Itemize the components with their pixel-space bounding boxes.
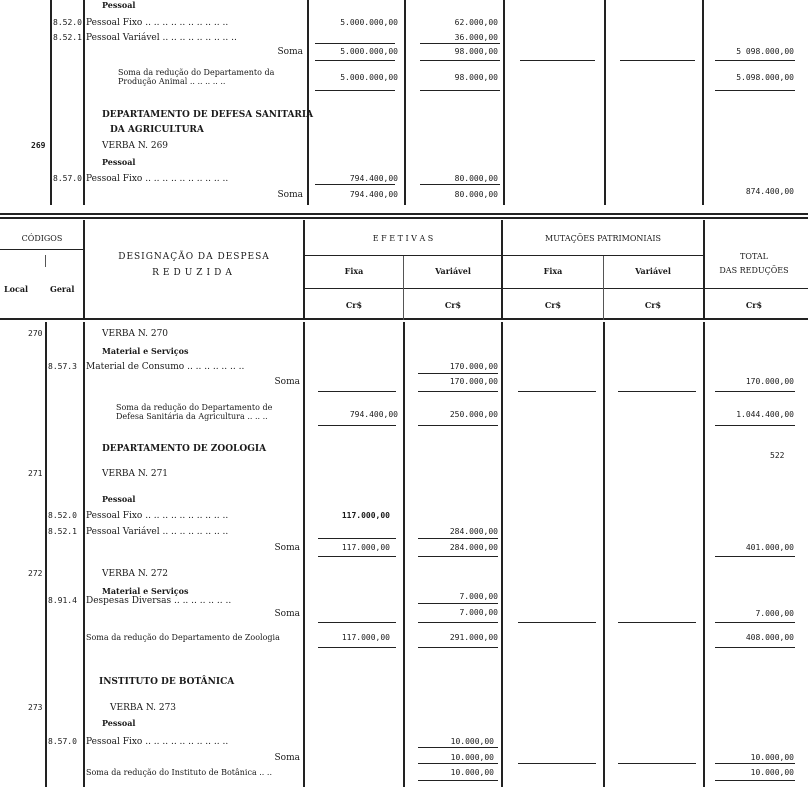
value-variavel: 7.000,00 xyxy=(459,608,498,617)
value-total: 1.044.400,00 xyxy=(736,410,794,419)
underline xyxy=(715,391,795,392)
reduction-label: Defesa Sanitária da Agricultura .. .. .. xyxy=(116,412,268,421)
underline xyxy=(618,622,696,623)
header-designacao: REDUZIDA xyxy=(152,268,236,278)
underline xyxy=(715,763,795,764)
underline xyxy=(518,763,596,764)
value-fixa: 794.400,00 xyxy=(349,174,398,183)
underline xyxy=(715,780,795,781)
header-rule xyxy=(305,288,808,289)
underline xyxy=(418,747,498,748)
verba-label: VERBA N. 273 xyxy=(110,703,177,713)
header-geral: Geral xyxy=(50,284,75,294)
underline xyxy=(315,43,395,44)
department-title: DEPARTAMENTO DE DEFESA SANITARIA xyxy=(102,110,314,120)
value-fixa: 5.000.000,00 xyxy=(340,47,398,56)
code-local: 270 xyxy=(28,329,43,338)
header-fixa-mutacoes: Fixa xyxy=(543,266,563,276)
value-total: 170.000,00 xyxy=(745,377,794,386)
underline xyxy=(418,647,498,648)
reduction-label: Soma da redução do Departamento de Zoologia xyxy=(86,633,280,642)
underline xyxy=(618,391,696,392)
section-label: Pessoal xyxy=(102,494,136,504)
reduction-label: Soma da redução do Departamento da xyxy=(118,68,275,77)
value-variavel: 62.000,00 xyxy=(454,18,498,27)
col-line xyxy=(703,220,705,320)
value-variavel: 284.000,00 xyxy=(449,527,498,536)
code-geral: 8.52.0 xyxy=(48,511,77,520)
code-local: 273 xyxy=(28,703,43,712)
value-fixa: 5.000.000,00 xyxy=(340,18,398,27)
soma-label: Soma xyxy=(274,753,300,763)
underline xyxy=(318,556,396,557)
underline xyxy=(315,184,395,185)
underline xyxy=(318,622,396,623)
header-fixa: Fixa xyxy=(344,266,364,276)
code-geral: 8.52.1 xyxy=(53,33,82,42)
value-variavel: 170.000,00 xyxy=(449,377,498,386)
reduction-label: Soma da redução do Departamento de xyxy=(116,403,273,412)
verba-label: VERBA N. 270 xyxy=(102,329,169,339)
col-line xyxy=(403,256,404,320)
value-variavel: 10.000,00 xyxy=(450,737,494,746)
col-line xyxy=(83,220,85,320)
header-rule xyxy=(0,249,84,250)
value-total: 5.098.000,00 xyxy=(736,73,794,82)
item-desc: Material de Consumo .. .. .. .. .. .. .. xyxy=(86,362,245,372)
reduction-label: Soma da redução do Instituto de Botânica .. .. xyxy=(86,768,272,777)
header-variavel: Variável xyxy=(435,266,471,276)
underline xyxy=(418,622,498,623)
underline xyxy=(418,603,498,604)
value-variavel: 10.000,00 xyxy=(450,768,494,777)
underline xyxy=(418,780,498,781)
underline xyxy=(418,391,498,392)
soma-label: Soma xyxy=(274,377,300,387)
value-fixa: 5.000.000,00 xyxy=(340,73,398,82)
col-line xyxy=(703,322,705,787)
value-variavel: 80.000,00 xyxy=(454,190,498,199)
value-variavel: 250.000,00 xyxy=(449,410,498,419)
item-desc: Pessoal Fixo .. .. .. .. .. .. .. .. .. .. xyxy=(86,18,229,28)
underline xyxy=(318,391,396,392)
currency-label: Cr$ xyxy=(444,300,462,310)
header-mutacoes: MUTAÇÕES PATRIMONIAIS xyxy=(545,234,661,243)
header-variavel-mutacoes: Variável xyxy=(635,266,671,276)
col-line xyxy=(83,322,85,787)
header-efetivas: E F E T I V A S xyxy=(372,234,434,243)
verba-label: VERBA N. 271 xyxy=(102,469,169,479)
item-desc: Pessoal Fixo .. .. .. .. .. .. .. .. .. .. xyxy=(86,174,229,184)
underline xyxy=(618,763,696,764)
soma-label: Soma xyxy=(274,543,300,553)
soma-label: Soma xyxy=(274,609,300,619)
value-fixa: 794.400,00 xyxy=(349,190,398,199)
value-variavel: 7.000,00 xyxy=(459,592,498,601)
underline xyxy=(420,60,500,61)
col-line xyxy=(303,322,305,787)
verba-label: VERBA N. 272 xyxy=(102,569,169,579)
underline xyxy=(420,43,500,44)
header-total: TOTAL xyxy=(740,252,768,261)
underline xyxy=(715,90,795,91)
underline xyxy=(620,60,695,61)
code-geral: 8.52.1 xyxy=(48,527,77,536)
col-line xyxy=(45,255,46,267)
value-variavel: 80.000,00 xyxy=(454,174,498,183)
col-line xyxy=(83,0,85,205)
underline xyxy=(715,647,795,648)
code-geral: 8.57.3 xyxy=(48,362,77,371)
item-desc: Pessoal Variável .. .. .. .. .. .. .. .. xyxy=(86,527,229,537)
underline xyxy=(315,90,395,91)
item-desc: Pessoal Fixo .. .. .. .. .. .. .. .. .. .. xyxy=(86,737,229,747)
underline xyxy=(420,90,500,91)
underline xyxy=(418,425,498,426)
col-line xyxy=(501,220,503,320)
code-geral: 8.91.4 xyxy=(48,596,77,605)
col-line xyxy=(45,322,47,787)
col-line xyxy=(603,322,605,787)
value-total: 874.400,00 xyxy=(745,187,794,196)
underline xyxy=(715,425,795,426)
value-variavel: 10.000,00 xyxy=(450,753,494,762)
value-total: 7.000,00 xyxy=(755,609,794,618)
underline xyxy=(518,622,596,623)
underline xyxy=(418,763,498,764)
col-line xyxy=(50,0,52,205)
value-variavel: 291.000,00 xyxy=(449,633,498,642)
department-title: DEPARTAMENTO DE ZOOLOGIA xyxy=(102,444,267,454)
value-fixa: 117.000,00 xyxy=(341,511,390,520)
department-title: DA AGRICULTURA xyxy=(110,125,204,135)
value-total: 10.000,00 xyxy=(750,753,794,762)
soma-label: Soma xyxy=(277,47,303,57)
section-label: Material e Serviços xyxy=(102,346,189,356)
item-desc: Pessoal Fixo .. .. .. .. .. .. .. .. .. .. xyxy=(86,511,229,521)
underline xyxy=(715,622,795,623)
value-variavel: 284.000,00 xyxy=(449,543,498,552)
verba-label: VERBA N. 269 xyxy=(102,141,169,151)
col-line xyxy=(702,0,704,205)
code-geral: 8.57.0 xyxy=(48,737,77,746)
value-total: 408.000,00 xyxy=(745,633,794,642)
department-title: INSTITUTO DE BOTÂNICA xyxy=(99,677,235,687)
header-rule xyxy=(0,318,808,320)
col-line xyxy=(503,0,505,205)
currency-label: Cr$ xyxy=(644,300,662,310)
col-line xyxy=(604,0,606,205)
underline xyxy=(520,60,595,61)
value-fixa: 117.000,00 xyxy=(341,633,390,642)
section-label: Pessoal xyxy=(102,157,136,167)
underline xyxy=(318,647,396,648)
underline xyxy=(418,538,498,539)
value-fixa: 117.000,00 xyxy=(341,543,390,552)
underline xyxy=(420,184,500,185)
col-line xyxy=(501,322,503,787)
section-label: Material e Serviços xyxy=(102,586,189,596)
value-total: 5 098.000,00 xyxy=(736,47,794,56)
underline xyxy=(715,60,795,61)
value-fixa: 794.400,00 xyxy=(349,410,398,419)
section-label: Pessoal xyxy=(102,718,136,728)
header-local: Local xyxy=(4,284,29,294)
underline xyxy=(418,556,498,557)
header-total: DAS REDUÇÕES xyxy=(719,266,789,275)
code-geral: 8.52.0 xyxy=(53,18,82,27)
value-total: 401.000,00 xyxy=(745,543,794,552)
code-local: 272 xyxy=(28,569,43,578)
col-line xyxy=(603,256,604,320)
col-line xyxy=(403,322,405,787)
currency-label: Cr$ xyxy=(345,300,363,310)
value-variavel: 170.000,00 xyxy=(449,362,498,371)
soma-label: Soma xyxy=(277,190,303,200)
underline xyxy=(318,425,396,426)
section-divider xyxy=(0,213,808,215)
code-geral: 8.57.0 xyxy=(53,174,82,183)
item-desc: Pessoal Variável .. .. .. .. .. .. .. .. .. xyxy=(86,33,237,43)
code-local: 271 xyxy=(28,469,43,478)
currency-label: Cr$ xyxy=(745,300,763,310)
section-label: Pessoal xyxy=(102,0,136,10)
header-designacao: DESIGNAÇÃO DA DESPESA xyxy=(118,252,270,262)
header-rule xyxy=(305,255,705,256)
underline xyxy=(418,373,498,374)
code-local: 269 xyxy=(31,141,46,150)
page-number: 522 xyxy=(770,451,785,460)
col-line xyxy=(303,220,305,320)
value-variavel: 36.000,00 xyxy=(454,33,498,42)
value-variavel: 98.000,00 xyxy=(454,73,498,82)
header-codigos: CÓDIGOS xyxy=(21,234,63,243)
value-variavel: 98.000,00 xyxy=(454,47,498,56)
value-total: 10.000,00 xyxy=(750,768,794,777)
item-desc: Despesas Diversas .. .. .. .. .. .. .. xyxy=(86,596,232,606)
underline xyxy=(318,538,396,539)
underline xyxy=(315,60,395,61)
section-divider xyxy=(0,217,808,219)
underline xyxy=(518,391,596,392)
currency-label: Cr$ xyxy=(544,300,562,310)
underline xyxy=(715,556,795,557)
reduction-label: Produção Animal .. .. .. .. .. xyxy=(118,77,226,86)
